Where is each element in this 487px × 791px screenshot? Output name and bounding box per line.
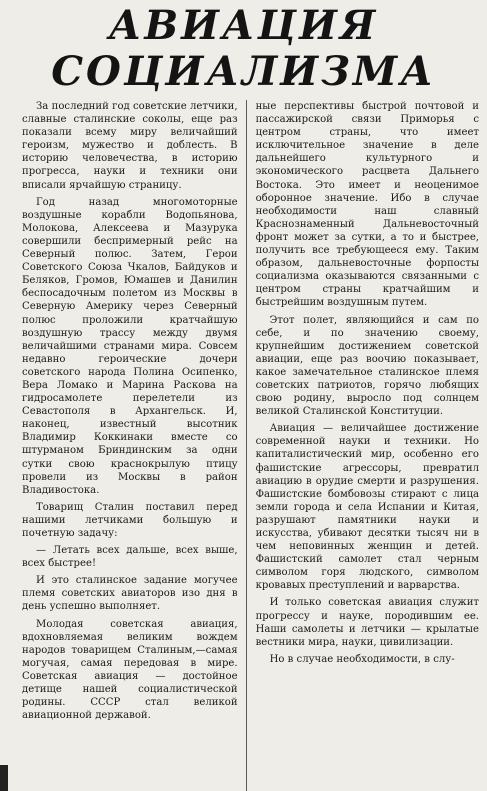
right-column [247,100,479,791]
headline-line-2: СОЦИАЛИЗМА [51,48,436,95]
paragraph: И это сталинское задание могучее племя советских авиаторов изо дня в день успешно выполняет. [22,575,238,613]
paragraph: Молодая советская авиация, вдохновляемая великим вождем народов товарищем Сталиным,—самая могучая, самая передовая в мире. Советская авиация — достойное детище нашей социалистической родины. СССР стал великой авиационной державой. [22,618,238,722]
paragraph: — Летать всех дальше, всех выше, всех быстрее! [22,545,238,570]
paragraph: Авиация — величайшее достижение современной науки и техники. Но капиталистический мир, особенно его фашистские агрессоры, превратил авиацию в орудие смерти и разрушения. Фашистские бомбовозы стирают с лица земли города и села Испании и Китая, разрушают памятники науки и искусства, убивают десятки тысяч ни в чем неповинных женщин и детей. Фашистский самолет стал черным символом горя людского, символом кровавых преступлений и варварства. [255,423,480,592]
paragraph: ные перспективы быстрой почтовой и пассажирской связи Приморья с центром страны, что имеет исключительное значение в деле дальнейшего культурного и экономического расцвета Дальнего Востока. Это имеет и неоценимое оборонное значение. Ибо в случае необходимости наш славный Краснознаменный Дальневосточный фронт может за сутки, а то и быстрее, получить все требующееся ему. Таким образом, дальневосточные форпосты социализма оказываются связанными с центром страны кратчайшим и быстрейшим воздушным путем. [255,101,480,309]
article-columns [22,100,479,791]
paragraph: Год назад многомоторные воздушные корабли Водопьянова, Молокова, Алексеева и Мазурука совершили беспримерный рейс на Северный полюс. Затем, Герои Советского Союза Чкалов, Байдуков и Беляков, Громов, Юмашев и Данилин беспосадочным полетом из Москвы в Северную Америку через Северный полюс проложили кратчайшую воздушную трассу между двумя величайшими странами мира. Совсем недавно героические дочери советского народа Полина Осипенко, Вера Ломако и Марина Раскова на гидросамолете перелетели из Севастополя в Архангельск. И, наконец, известный высотник Владимир Коккинаки вместе со штурманом Бриндинским за одни сутки свою краснокрылую птицу провели из Москвы в район Владивостока. [22,196,238,496]
headline-line-1: АВИАЦИЯ [108,2,379,49]
headline [0,0,487,95]
paragraph: Товарищ Сталин поставил перед нашими летчиками большую и почетную задачу: [22,501,238,539]
left-column [22,100,246,791]
paragraph: За последний год советские летчики, славные сталинские соколы, еще раз показали всему миру величайший героизм, мужество и доблесть. В историю человечества, в историю прогресса, науки и техники они вписали ярчайшую страницу. [22,101,238,191]
scan-edge-mark [0,765,8,791]
paragraph: Этот полет, являющийся и сам по себе, и по значению своему, крупнейшим достижением советской авиации, еще раз воочию показывает, какое замечательное сталинское племя советских патриотов, горячо любящих свою родину, выросло под солнцем великой Сталинской Конституции. [255,314,480,418]
paragraph: И только советская авиация служит прогрессу и науке, породившим ее. Наши самолеты и летчики — крылатые вестники мира, науки, цивилизации. [255,597,480,648]
paragraph: Но в случае необходимости, в слу- [269,653,455,665]
